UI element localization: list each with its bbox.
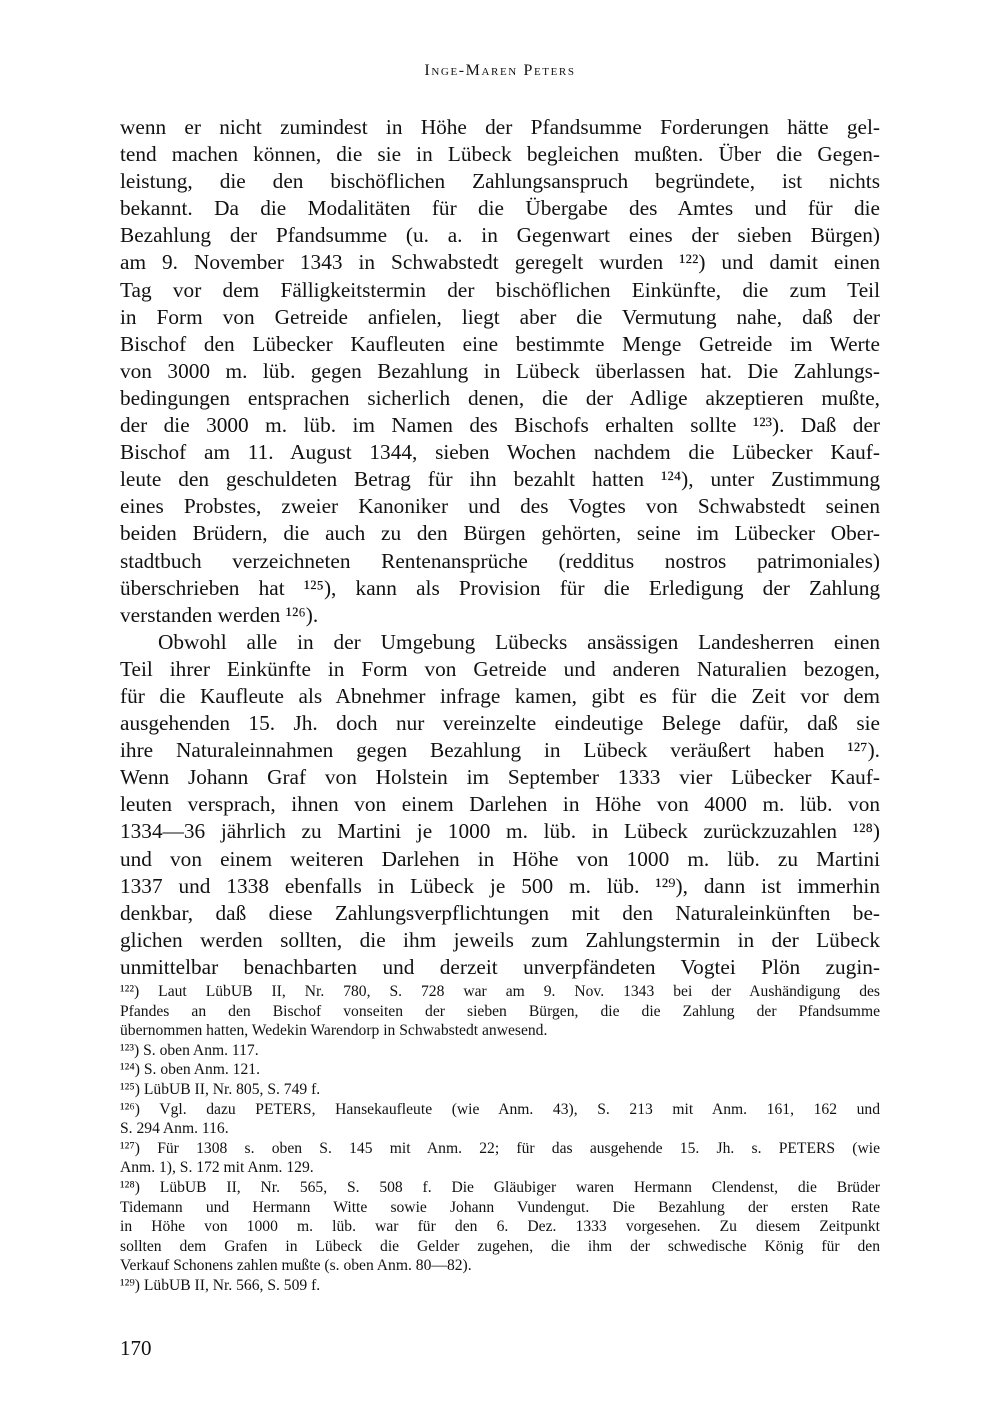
footnote-line: S. 294 Anm. 116. bbox=[120, 1120, 229, 1138]
footnotes bbox=[120, 982, 880, 1296]
footnote-line: Tidemann und Hermann Witte sowie Johann Vundengut. Die Bezahlung der ersten Rate bbox=[120, 1198, 880, 1216]
footnote-line: ¹²⁷) Für 1308 s. oben S. 145 mit Anm. 22; für das ausgehende 15. Jh. s. PETERS (wie bbox=[120, 1139, 880, 1157]
text-line: leuten versprach, ihnen von einem Darlehen in Höhe von 4000 m. lüb. von bbox=[120, 792, 880, 817]
footnote-line: ¹²³) S. oben Anm. 117. bbox=[120, 1041, 259, 1059]
text-line: für die Kaufleute als Abnehmer infrage kamen, gibt es für die Zeit vor dem bbox=[120, 683, 880, 708]
text-line: Bischof am 11. August 1344, sieben Wochen nachdem die Lübecker Kauf- bbox=[120, 440, 880, 465]
page-number: 170 bbox=[120, 1336, 152, 1360]
text-line: verstanden werden ¹²⁶). bbox=[120, 602, 319, 627]
text-line: glichen werden sollten, die ihm jeweils zum Zahlungstermin in der Lübeck bbox=[120, 927, 880, 952]
text-line: Bischof den Lübecker Kaufleuten eine bestimmte Menge Getreide im Werte bbox=[120, 331, 880, 356]
text-line: stadtbuch verzeichneten Rentenansprüche (redditus nostros patrimoniales) bbox=[120, 548, 880, 573]
footnote-line: ¹²⁴) S. oben Anm. 121. bbox=[120, 1061, 260, 1079]
running-head: Inge-Maren Peters bbox=[424, 62, 576, 79]
main-text bbox=[120, 114, 880, 981]
text-line: am 9. November 1343 in Schwabstedt geregelt wurden ¹²²) und damit einen bbox=[120, 250, 880, 275]
text-line: unmittelbar benachbarten und derzeit unverpfändeten Vogtei Plön zugin- bbox=[120, 954, 880, 979]
text-line: überschrieben hat ¹²⁵), kann als Provision für die Erledigung der Zahlung bbox=[120, 575, 880, 600]
footnote-line: ¹²⁶) Vgl. dazu PETERS, Hansekaufleute (wie Anm. 43), S. 213 mit Anm. 161, 162 und bbox=[120, 1100, 880, 1118]
footnote-line: Verkauf Schonens zahlen mußte (s. oben Anm. 80—82). bbox=[120, 1257, 472, 1275]
text-line: Wenn Johann Graf von Holstein im September 1333 vier Lübecker Kauf- bbox=[120, 765, 880, 790]
text-line: leistung, die den bischöflichen Zahlungsanspruch begründete, ist nichts bbox=[120, 169, 880, 194]
footnote-line: Anm. 1), S. 172 mit Anm. 129. bbox=[120, 1159, 314, 1177]
text-line: leute den geschuldeten Betrag für ihn bezahlt hatten ¹²⁴), unter Zustimmung bbox=[120, 467, 880, 492]
text-line: bekannt. Da die Modalitäten für die Übergabe des Amtes und für die bbox=[120, 196, 880, 221]
footnote-line: ¹²⁹) LübUB II, Nr. 566, S. 509 f. bbox=[120, 1276, 321, 1294]
footnote-line: in Höhe von 1000 m. lüb. war für den 6. Dez. 1333 vorgesehen. Zu diesem Zeitpunkt bbox=[120, 1218, 880, 1236]
paragraph-start-line: Obwohl alle in der Umgebung Lübecks ansässigen Landesherren einen bbox=[158, 629, 880, 654]
text-line: Teil ihrer Einkünfte in Form von Getreide und anderen Naturalien bezogen, bbox=[120, 656, 880, 681]
footnote-line: sollten dem Grafen in Lübeck die Gelder zugehen, die ihm der schwedische König für den bbox=[120, 1237, 880, 1255]
text-line: 1334—36 jährlich zu Martini je 1000 m. lüb. in Lübeck zurückzuzahlen ¹²⁸) bbox=[120, 819, 880, 844]
text-line: ihre Naturaleinnahmen gegen Bezahlung in Lübeck veräußert haben ¹²⁷). bbox=[120, 738, 880, 763]
text-line: beiden Brüdern, die auch zu den Bürgen gehörten, seine im Lübecker Ober- bbox=[120, 521, 880, 546]
footnote-line: Pfandes an den Bischof vonseiten der sieben Bürgen, die die Zahlung der Pfandsumme bbox=[120, 1002, 880, 1020]
text-line: und von einem weiteren Darlehen in Höhe von 1000 m. lüb. zu Martini bbox=[120, 846, 880, 871]
text-line: tend machen können, die sie in Lübeck begleichen mußten. Über die Gegen- bbox=[120, 142, 880, 167]
text-line: von 3000 m. lüb. gegen Bezahlung in Lübeck überlassen hat. Die Zahlungs- bbox=[120, 358, 880, 383]
text-line: ausgehenden 15. Jh. doch nur vereinzelte eindeutige Belege dafür, daß sie bbox=[120, 711, 880, 736]
footnote-line: übernommen hatten, Wedekin Warendorp in Schwabstedt anwesend. bbox=[120, 1022, 548, 1040]
text-line: 1337 und 1338 ebenfalls in Lübeck je 500 m. lüb. ¹²⁹), dann ist immerhin bbox=[120, 873, 880, 898]
footnote-line: ¹²²) Laut LübUB II, Nr. 780, S. 728 war am 9. Nov. 1343 bei der Aushändigung des bbox=[120, 983, 880, 1000]
text-line: Bezahlung der Pfandsumme (u. a. in Gegenwart eines der sieben Bürgen) bbox=[120, 223, 880, 248]
text-line: Tag vor dem Fälligkeitstermin der bischöflichen Einkünfte, die zum Teil bbox=[120, 277, 880, 302]
footnote-line: ¹²⁵) LübUB II, Nr. 805, S. 749 f. bbox=[120, 1080, 321, 1098]
text-line: eines Probstes, zweier Kanoniker und des Vogtes von Schwabstedt seinen bbox=[120, 494, 880, 519]
text-line: der die 3000 m. lüb. im Namen des Bischofs erhalten sollte ¹²³). Daß der bbox=[120, 413, 880, 438]
text-line: denkbar, daß diese Zahlungsverpflichtungen mit den Naturaleinkünften be- bbox=[120, 900, 880, 925]
footnote-line: ¹²⁸) LübUB II, Nr. 565, S. 508 f. Die Gläubiger waren Hermann Clendenst, die Brüder bbox=[120, 1178, 880, 1196]
text-line: in Form von Getreide anfielen, liegt aber die Vermutung nahe, daß der bbox=[120, 304, 880, 329]
text-line: wenn er nicht zumindest in Höhe der Pfandsumme Forderungen hätte gel- bbox=[120, 115, 880, 139]
text-line: bedingungen entsprachen sicherlich denen, die der Adlige akzeptieren mußte, bbox=[120, 385, 880, 410]
